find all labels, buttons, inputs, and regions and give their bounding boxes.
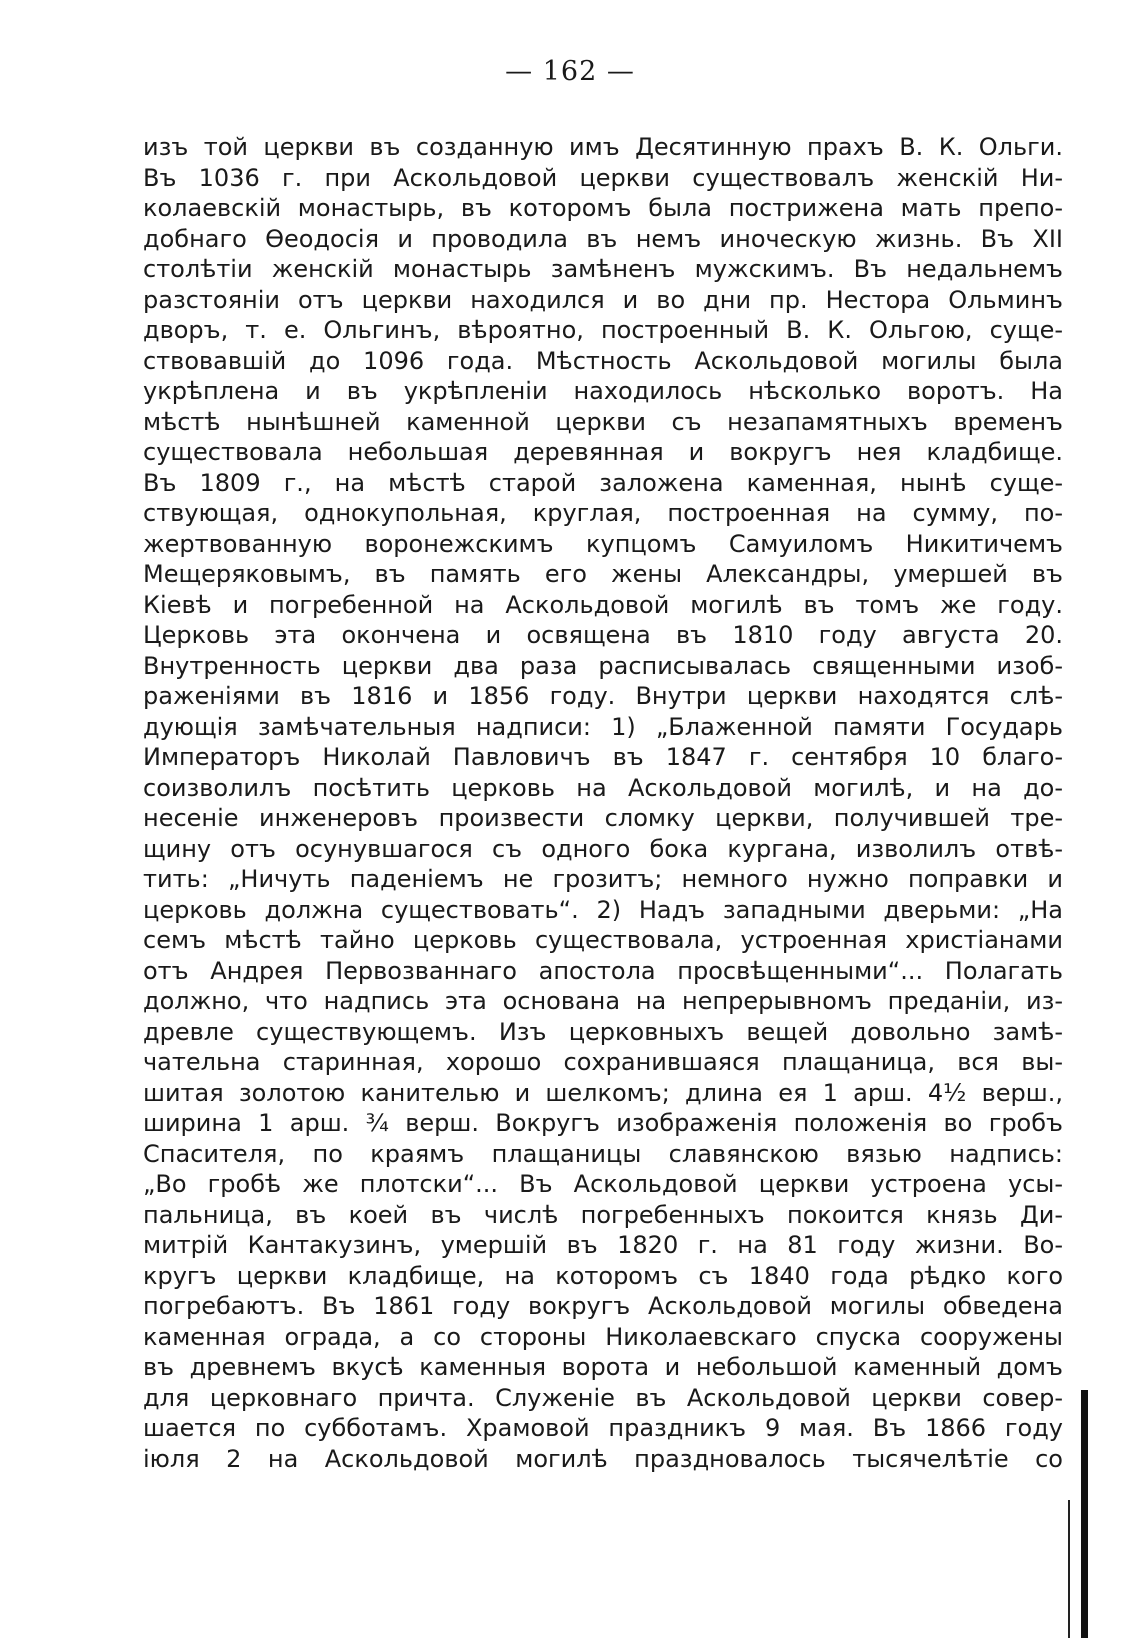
text-line: ствующая, однокупольная, круглая, построенная на сумму, по- xyxy=(143,499,1063,527)
text-line: ширина 1 арш. ¾ верш. Вокругъ изображенія положенія во гробъ xyxy=(143,1109,1063,1137)
text-line: шитая золотою канителью и шелкомъ; длина ея 1 арш. 4½ верш., xyxy=(143,1078,1063,1107)
body-text xyxy=(143,132,1063,1474)
text-line: ствовавшій до 1096 года. Мѣстность Аскольдовой могилы была xyxy=(143,346,1063,375)
text-line: шается по субботамъ. Храмовой праздникъ 9 мая. Въ 1866 году xyxy=(143,1414,1063,1442)
text-line: дующія замѣчательныя надписи: 1) „Блаженной памяти Государь xyxy=(143,712,1063,741)
text-line: кругъ церкви кладбище, на которомъ съ 1840 года рѣдко кого xyxy=(143,1261,1063,1290)
text-line: отъ Андрея Первозваннаго апостола просвѣщенными“... Полагать xyxy=(143,956,1063,985)
text-line: должно, что надпись эта основана на непрерывномъ преданіи, из- xyxy=(143,987,1063,1015)
text-line: дворъ, т. е. Ольгинъ, вѣроятно, построенный В. К. Ольгою, суще- xyxy=(143,316,1063,344)
text-line: укрѣплена и въ укрѣпленіи находилось нѣсколько воротъ. На xyxy=(143,377,1063,405)
text-line: существовала небольшая деревянная и вокругъ нея кладбище. xyxy=(143,438,1063,466)
text-line: іюля 2 на Аскольдовой могилѣ праздновалось тысячелѣтіе со xyxy=(143,1444,1063,1473)
text-line: столѣтіи женскій монастырь замѣненъ мужскимъ. Въ недальнемъ xyxy=(143,255,1063,283)
text-line: несеніе инженеровъ произвести сломку церкви, получившей тре- xyxy=(143,804,1063,832)
text-line: Мещеряковымъ, въ память его жены Александры, умершей въ xyxy=(143,560,1063,588)
text-line: „Во гробѣ же плотски“... Въ Аскольдовой церкви устроена усы- xyxy=(143,1170,1063,1198)
text-line: Императоръ Николай Павловичъ въ 1847 г. сентября 10 благо- xyxy=(143,743,1063,771)
text-line: мѣстѣ нынѣшней каменной церкви съ незапамятныхъ временъ xyxy=(143,407,1063,436)
text-line: Въ 1809 г., на мѣстѣ старой заложена каменная, нынѣ суще- xyxy=(143,468,1063,497)
text-line: Спасителя, по краямъ плащаницы славянскою вязью надпись: xyxy=(143,1139,1063,1168)
scan-edge-shadow xyxy=(1081,1390,1088,1638)
text-line: соизволилъ посѣтить церковь на Аскольдовой могилѣ, и на до- xyxy=(143,773,1063,802)
text-line: Въ 1036 г. при Аскольдовой церкви существовалъ женскій Ни- xyxy=(143,163,1063,192)
text-line: семъ мѣстѣ тайно церковь существовала, устроенная христіанами xyxy=(143,926,1063,954)
text-line: Церковь эта окончена и освящена въ 1810 году августа 20. xyxy=(143,621,1063,649)
text-line: Внутренность церкви два раза расписывалась священными изоб- xyxy=(143,651,1063,680)
text-line: жертвованную воронежскимъ купцомъ Самуиломъ Никитичемъ xyxy=(143,529,1063,558)
text-line: изъ той церкви въ созданную имъ Десятинную прахъ В. К. Ольги. xyxy=(143,133,1063,161)
text-line: раженіями въ 1816 и 1856 году. Внутри церкви находятся слѣ- xyxy=(143,682,1063,710)
text-line: колаевскій монастырь, въ которомъ была пострижена мать препо- xyxy=(143,194,1063,222)
text-line: чательна старинная, хорошо сохранившаяся плащаница, вся вы- xyxy=(143,1048,1063,1076)
text-line: церковь должна существовать“. 2) Надъ западными дверьми: „На xyxy=(143,895,1063,924)
text-line: древле существующемъ. Изъ церковныхъ вещей довольно замѣ- xyxy=(143,1017,1063,1046)
text-line: разстояніи отъ церкви находился и во дни пр. Нестора Ольминъ xyxy=(143,285,1063,314)
text-line: Кіевѣ и погребенной на Аскольдовой могилѣ въ томъ же году. xyxy=(143,590,1063,619)
text-line: добнаго Ѳеодосія и проводила въ немъ иноческую жизнь. Въ XII xyxy=(143,224,1063,253)
scan-edge-line xyxy=(1068,1500,1070,1638)
text-line: пальница, въ коей въ числѣ погребенныхъ покоится князь Ди- xyxy=(143,1200,1063,1229)
text-line: тить: „Ничуть паденіемъ не грозитъ; немного нужно поправки и xyxy=(143,865,1063,893)
text-line: митрій Кантакузинъ, умершій въ 1820 г. на 81 году жизни. Во- xyxy=(143,1231,1063,1259)
text-line: каменная ограда, а со стороны Николаевскаго спуска сооружены xyxy=(143,1322,1063,1351)
text-line: щину отъ осунувшагося съ одного бока кургана, изволилъ отвѣ- xyxy=(143,834,1063,863)
text-line: для церковнаго причта. Служеніе въ Аскольдовой церкви совер- xyxy=(143,1383,1063,1412)
text-line: въ древнемъ вкусѣ каменныя ворота и небольшой каменный домъ xyxy=(143,1353,1063,1381)
page-number: — 162 — xyxy=(505,56,635,87)
text-line: погребаютъ. Въ 1861 году вокругъ Аскольдовой могилы обведена xyxy=(143,1292,1063,1320)
